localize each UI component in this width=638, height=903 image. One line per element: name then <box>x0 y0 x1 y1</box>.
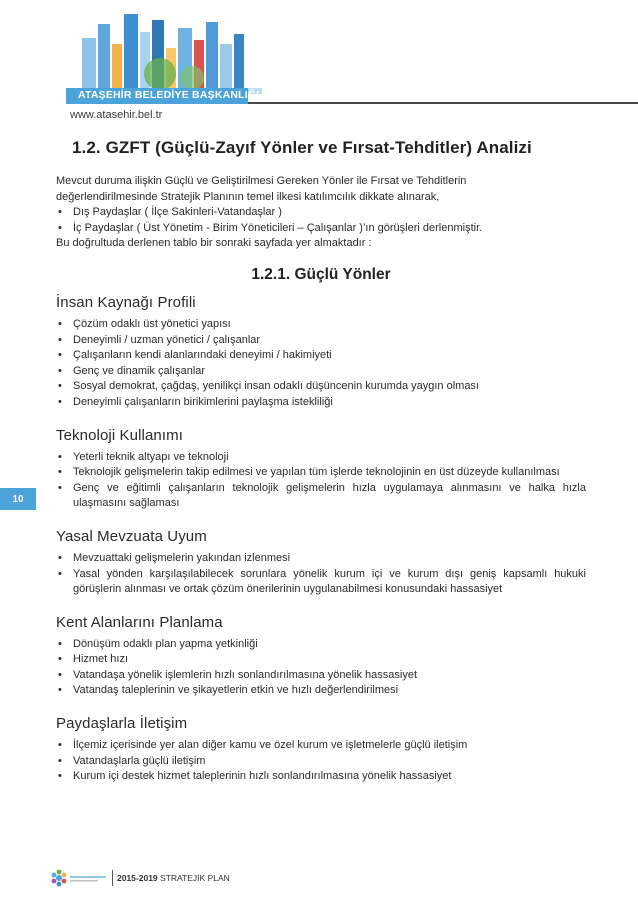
list-item: • Deneyimli / uzman yönetici / çalışanlar <box>56 333 586 349</box>
list-item: • Çözüm odaklı üst yönetici yapısı <box>56 317 586 333</box>
intro-line: değerlendirilmesinde Stratejik Planının temel ilkesi katılımcılık dikkate alınarak, <box>56 190 440 203</box>
category-list <box>56 551 586 598</box>
category-title: Teknoloji Kullanımı <box>56 426 183 444</box>
category-list <box>56 317 586 411</box>
page-number-tab <box>0 488 36 510</box>
list-item: • Mevzuattaki gelişmelerin yakından izlenmesi <box>56 551 586 567</box>
category-technology <box>56 427 586 512</box>
organization-band <box>66 88 260 104</box>
organization-header-bar <box>66 88 638 104</box>
category-title: Paydaşlarla İletişim <box>56 715 188 733</box>
list-item: • Teknolojik gelişmelerin takip edilmesi ve yapılan tüm işlerde teknolojinin en üst düzeyde kullanılması <box>56 465 586 481</box>
intro-closing: Bu doğrultuda derlenen tablo bir sonraki sayfada yer almaktadır : <box>56 237 372 250</box>
header-rule <box>248 102 638 104</box>
list-item: • Vatandaşlarla güçlü iletişim <box>56 754 586 770</box>
footer-years: 2015-2019 <box>117 873 158 883</box>
list-item: • Vatandaşa yönelik işlemlerin hızlı sonlandırılmasına yönelik hassasiyet <box>56 668 586 684</box>
subsection-title: 1.2.1. Güçlü Yönler <box>251 265 391 283</box>
category-legal-compliance <box>56 528 586 598</box>
category-list <box>56 450 586 512</box>
category-list <box>56 637 586 699</box>
page-number: 10 <box>12 493 24 505</box>
category-urban-planning <box>56 614 586 699</box>
list-item: • Çalışanların kendi alanlarındaki deneyimi / hakimiyeti <box>56 348 586 364</box>
main-content <box>56 138 586 801</box>
category-stakeholder-communication <box>56 715 586 785</box>
list-item: • Deneyimli çalışanların birikimlerini paylaşma istekliliği <box>56 395 586 411</box>
list-item: • İlçemiz içerisinde yer alan diğer kamu ve özel kurum ve işletmelerle güçlü iletişim <box>56 738 586 754</box>
city-skyline-illustration <box>72 4 262 96</box>
category-title: Yasal Mevzuata Uyum <box>56 527 207 545</box>
intro-text <box>56 174 586 252</box>
list-item: • Genç ve dinamik çalışanlar <box>56 364 586 380</box>
list-item: • Yeterli teknik altyapı ve teknoloji <box>56 450 586 466</box>
website-link[interactable]: www.atasehir.bel.tr <box>70 109 163 121</box>
list-item: • Kurum içi destek hizmet taleplerinin hızlı sonlandırılmasına yönelik hassasiyet <box>56 769 586 785</box>
list-item: • Sosyal demokrat, çağdaş, yenilikçi insan odaklı düşüncenin kurumda yaygın olması <box>56 379 586 395</box>
municipality-logo-icon <box>48 867 110 889</box>
category-list <box>56 738 586 785</box>
category-title: İnsan Kaynağı Profili <box>56 293 196 311</box>
list-item: • Dış Paydaşlar ( İlçe Sakinleri-Vatandaşlar ) <box>56 205 586 221</box>
footer-plan-label <box>117 873 230 883</box>
section-title: 1.2. GZFT (Güçlü-Zayıf Yönler ve Fırsat-Tehditler) Analizi <box>72 138 532 157</box>
list-item: • Yasal yönden karşılaşılabilecek sorunlara yönelik kurum içi ve kurum dışı geniş kapsamlı hukuki görüşlerin alınması ve ortak çözüm önerilerinin uygulanabilmesi konusundaki hassasiyet <box>56 567 586 598</box>
category-title: Kent Alanlarını Planlama <box>56 613 223 631</box>
category-human-resources <box>56 294 586 411</box>
list-item: • İç Paydaşlar ( Üst Yönetim - Birim Yöneticileri – Çalışanlar )’ın görüşleri derlenmiştir. <box>56 221 586 237</box>
footer-divider <box>112 870 113 886</box>
intro-line: Mevcut duruma ilişkin Güçlü ve Geliştirilmesi Gereken Yönler ile Fırsat ve Tehditlerin <box>56 175 467 187</box>
stakeholder-list <box>56 205 586 236</box>
footer-plan-text: STRATEJİK PLAN <box>160 873 230 883</box>
list-item: • Dönüşüm odaklı plan yapma yetkinliği <box>56 637 586 653</box>
list-item: • Hizmet hızı <box>56 652 586 668</box>
list-item: • Vatandaş taleplerinin ve şikayetlerin etkin ve hızlı değerlendirilmesi <box>56 683 586 699</box>
footer <box>48 866 230 890</box>
organization-name: ATAŞEHİR BELEDİYE BAŞKANLIĞI <box>78 89 260 101</box>
list-item: • Genç ve eğitimli çalışanların teknolojik gelişmelerin hızla uygulamaya alınmasını ve halka hızla ulaşmasını sağlaması <box>56 481 586 512</box>
